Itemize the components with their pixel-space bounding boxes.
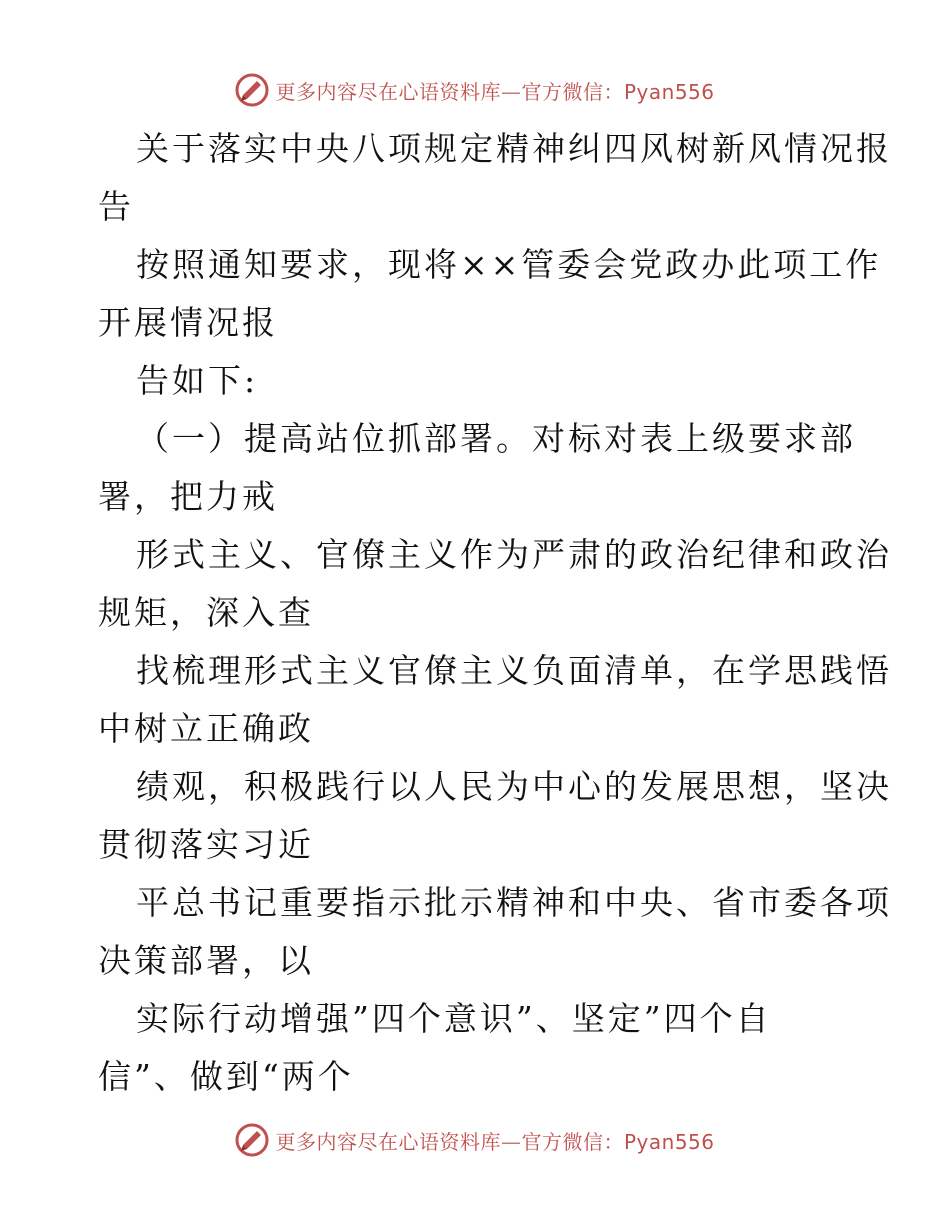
text-line: 关于落实中央八项规定精神纠四风树新风情况报 xyxy=(136,129,892,168)
watermark-banner-bottom xyxy=(0,1120,950,1160)
text-line: 中树立正确政 xyxy=(98,709,314,748)
watermark-banner-top xyxy=(0,70,950,110)
text-line: 规矩，深入查 xyxy=(98,593,314,632)
text-line: 平总书记重要指示批示精神和中央、省市委各项 xyxy=(136,883,892,922)
text-line: 开展情况报 xyxy=(98,303,278,342)
watermark-account: Pyan556 xyxy=(623,1129,715,1154)
text-line: （一）提高站位抓部署。对标对表上级要求部 xyxy=(136,419,856,458)
watermark-label: 官方微信： xyxy=(521,1129,624,1154)
brand-logo-icon xyxy=(235,73,269,107)
watermark-label: 官方微信： xyxy=(521,79,624,104)
text-line: 找梳理形式主义官僚主义负面清单，在学思践悟 xyxy=(136,651,892,690)
watermark-text: 更多内容尽在心语资料库 xyxy=(275,1129,501,1154)
watermark-text: 更多内容尽在心语资料库 xyxy=(275,79,501,104)
text-line: 信”、做到“两个 xyxy=(98,1057,354,1096)
watermark-account: Pyan556 xyxy=(623,79,715,104)
watermark-separator: — xyxy=(500,1129,522,1154)
text-line: 按照通知要求，现将××管委会党政办此项工作 xyxy=(136,245,882,284)
text-line: 决策部署，以 xyxy=(98,941,314,980)
text-line: 贯彻落实习近 xyxy=(98,825,314,864)
brand-logo-icon xyxy=(235,1123,269,1157)
text-line: 告如下: xyxy=(136,361,259,400)
watermark-separator: — xyxy=(500,79,522,104)
document-body xyxy=(98,120,892,1106)
text-line: 形式主义、官僚主义作为严肃的政治纪律和政治 xyxy=(136,535,892,574)
text-line: 告 xyxy=(98,187,134,226)
text-line: 署，把力戒 xyxy=(98,477,278,516)
text-line: 绩观，积极践行以人民为中心的发展思想，坚决 xyxy=(136,767,892,806)
text-line: 实际行动增强”四个意识”、坚定”四个自 xyxy=(136,999,772,1038)
